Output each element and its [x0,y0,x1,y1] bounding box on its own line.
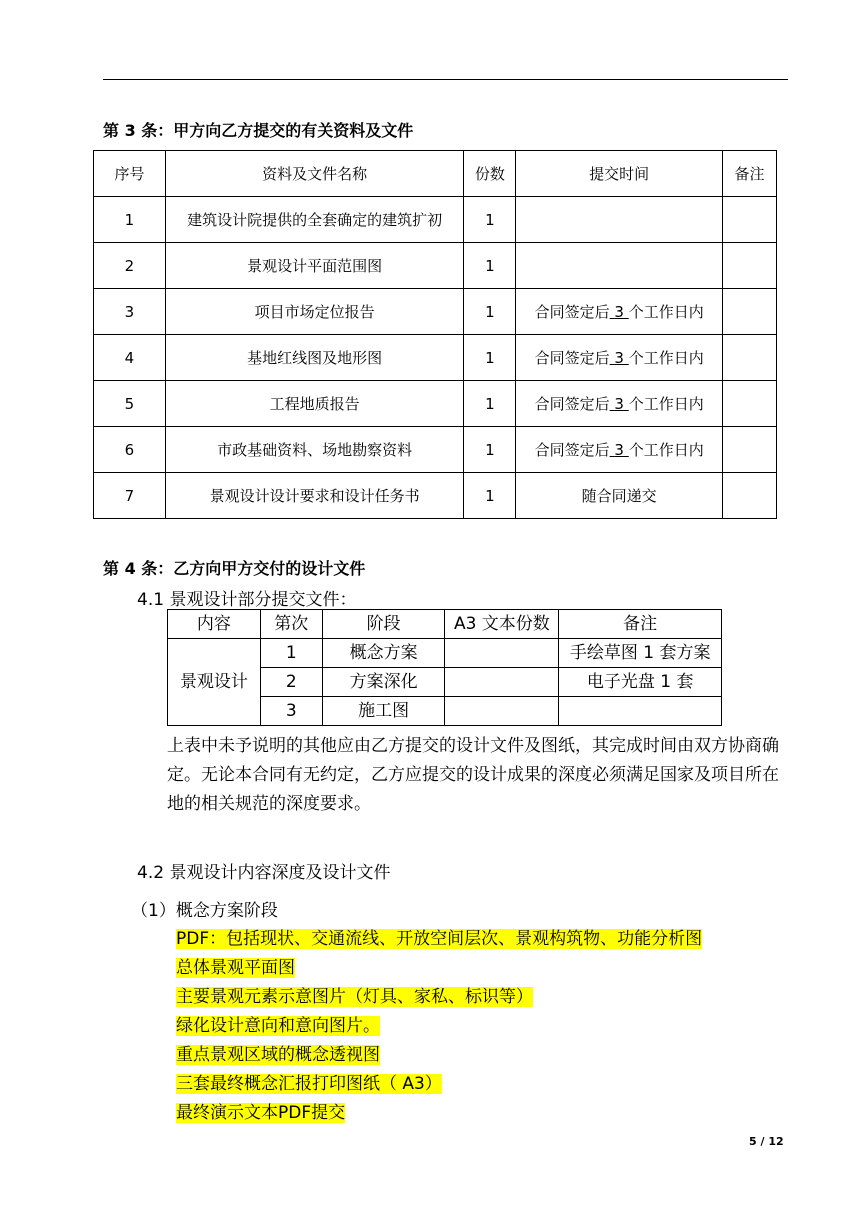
document-name: 基地红线图及地形图 [165,335,464,381]
header-cell: 第次 [260,610,322,639]
list-item: PDF：包括现状、交通流线、开放空间层次、景观构筑物、功能分析图 [176,929,703,949]
section4-heading: 第 4 条：乙方向甲方交付的设计文件 [103,559,366,578]
materials-table [93,150,777,519]
section3-heading: 第 3 条：甲方向乙方提交的有关资料及文件 [103,121,414,140]
table-row [94,473,777,519]
submit-time: 合同签定后 3 个工作日内 [516,381,723,427]
row-number: 6 [94,427,166,473]
submit-time: 合同签定后 3 个工作日内 [516,427,723,473]
table-row [94,335,777,381]
note: 手绘草图 1 套方案 [559,639,722,668]
list-item: 三套最终概念汇报打印图纸（ A3） [176,1074,442,1094]
note [723,243,777,289]
list-item: 重点景观区域的概念透视图 [176,1045,380,1065]
header-cell: 资料及文件名称 [165,151,464,197]
sequence: 2 [260,668,322,697]
header-cell: 份数 [464,151,516,197]
list-item: 主要景观元素示意图片（灯具、家私、标识等） [176,987,533,1007]
copies: 1 [464,335,516,381]
a3-copies [445,639,559,668]
list-item: 最终演示文本PDF提交 [176,1103,346,1123]
copies: 1 [464,381,516,427]
row-number: 2 [94,243,166,289]
subsection-4-1-title: 4.1 景观设计部分提交文件： [137,590,357,610]
table-row [94,243,777,289]
table-row [94,381,777,427]
stage: 概念方案 [322,639,445,668]
row-number: 3 [94,289,166,335]
stage-1-title: （1）概念方案阶段 [131,901,278,921]
note [723,197,777,243]
subsection-4-2-title: 4.2 景观设计内容深度及设计文件 [137,863,391,883]
note [723,427,777,473]
sequence: 3 [260,697,322,726]
note [559,697,722,726]
row-number: 1 [94,197,166,243]
deliverables-table [167,609,722,726]
document-name: 景观设计设计要求和设计任务书 [165,473,464,519]
page-number: 5 / 12 [749,1135,784,1148]
submit-time: 合同签定后 3 个工作日内 [516,335,723,381]
note [723,381,777,427]
a3-copies [445,697,559,726]
header-cell: A3 文本份数 [445,610,559,639]
header-cell: 提交时间 [516,151,723,197]
submit-time: 随合同递交 [516,473,723,519]
document-name: 景观设计平面范围图 [165,243,464,289]
copies: 1 [464,473,516,519]
header-cell: 阶段 [322,610,445,639]
submit-time [516,243,723,289]
row-number: 4 [94,335,166,381]
header-rule [103,79,788,80]
table-row [94,197,777,243]
sequence: 1 [260,639,322,668]
deliverable-list [176,925,702,1128]
header-cell: 备注 [723,151,777,197]
document-name: 工程地质报告 [165,381,464,427]
explanatory-paragraph: 上表中未予说明的其他应由乙方提交的设计文件及图纸，其完成时间由双方协商确定。无论本合同有无约定，乙方应提交的设计成果的深度必须满足国家及项目所在地的相关规范的深度要求。 [167,736,779,814]
list-item: 总体景观平面图 [176,958,295,978]
table-header-row [94,151,777,197]
document-name: 建筑设计院提供的全套确定的建筑扩初 [165,197,464,243]
submit-time: 合同签定后 3 个工作日内 [516,289,723,335]
stage: 施工图 [322,697,445,726]
table-row [94,289,777,335]
copies: 1 [464,243,516,289]
list-item: 绿化设计意向和意向图片。 [176,1016,380,1036]
document-name: 项目市场定位报告 [165,289,464,335]
header-cell: 序号 [94,151,166,197]
content-cell: 景观设计 [168,639,261,726]
note [723,473,777,519]
note: 电子光盘 1 套 [559,668,722,697]
note [723,335,777,381]
header-cell: 内容 [168,610,261,639]
note [723,289,777,335]
document-name: 市政基础资料、场地勘察资料 [165,427,464,473]
stage: 方案深化 [322,668,445,697]
a3-copies [445,668,559,697]
table-row [94,427,777,473]
table-row [168,639,722,668]
submit-time [516,197,723,243]
header-cell: 备注 [559,610,722,639]
copies: 1 [464,289,516,335]
copies: 1 [464,427,516,473]
table-header-row [168,610,722,639]
row-number: 5 [94,381,166,427]
copies: 1 [464,197,516,243]
row-number: 7 [94,473,166,519]
